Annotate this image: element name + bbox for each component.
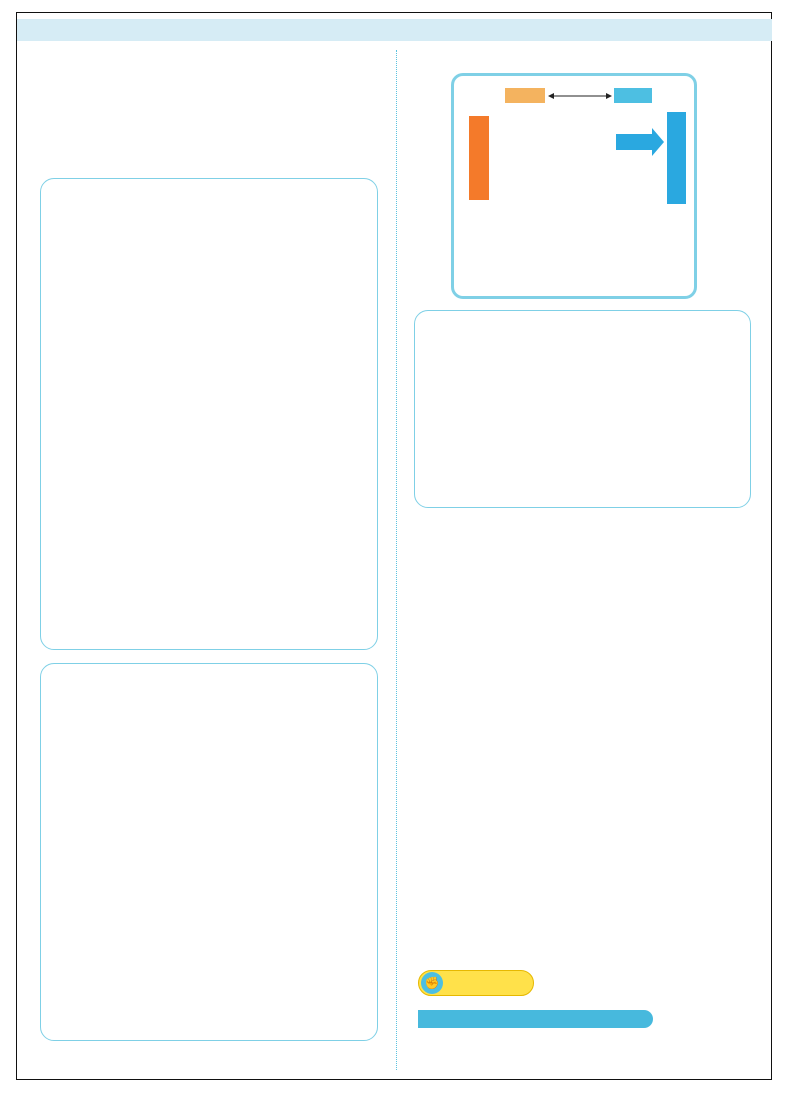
- question-heading: [418, 1010, 653, 1028]
- figure-fenfeng-zongfa: [451, 73, 697, 299]
- fenfeng-box: [614, 88, 652, 103]
- box-zongfa: [40, 663, 378, 1041]
- box-liyue: [414, 310, 751, 508]
- fist-icon: ✊: [421, 972, 443, 994]
- header-band: [17, 19, 772, 41]
- zongfa-box: [505, 88, 545, 103]
- section-badge: [418, 970, 534, 996]
- pyramid-diagram: [454, 76, 694, 296]
- box-fenfeng: [40, 178, 378, 650]
- column-divider: [396, 50, 397, 1070]
- dizhangzi-box: [469, 116, 489, 200]
- main-states-arrow: [616, 128, 664, 156]
- states-box: [667, 112, 686, 204]
- jingtian-grid: [638, 628, 742, 732]
